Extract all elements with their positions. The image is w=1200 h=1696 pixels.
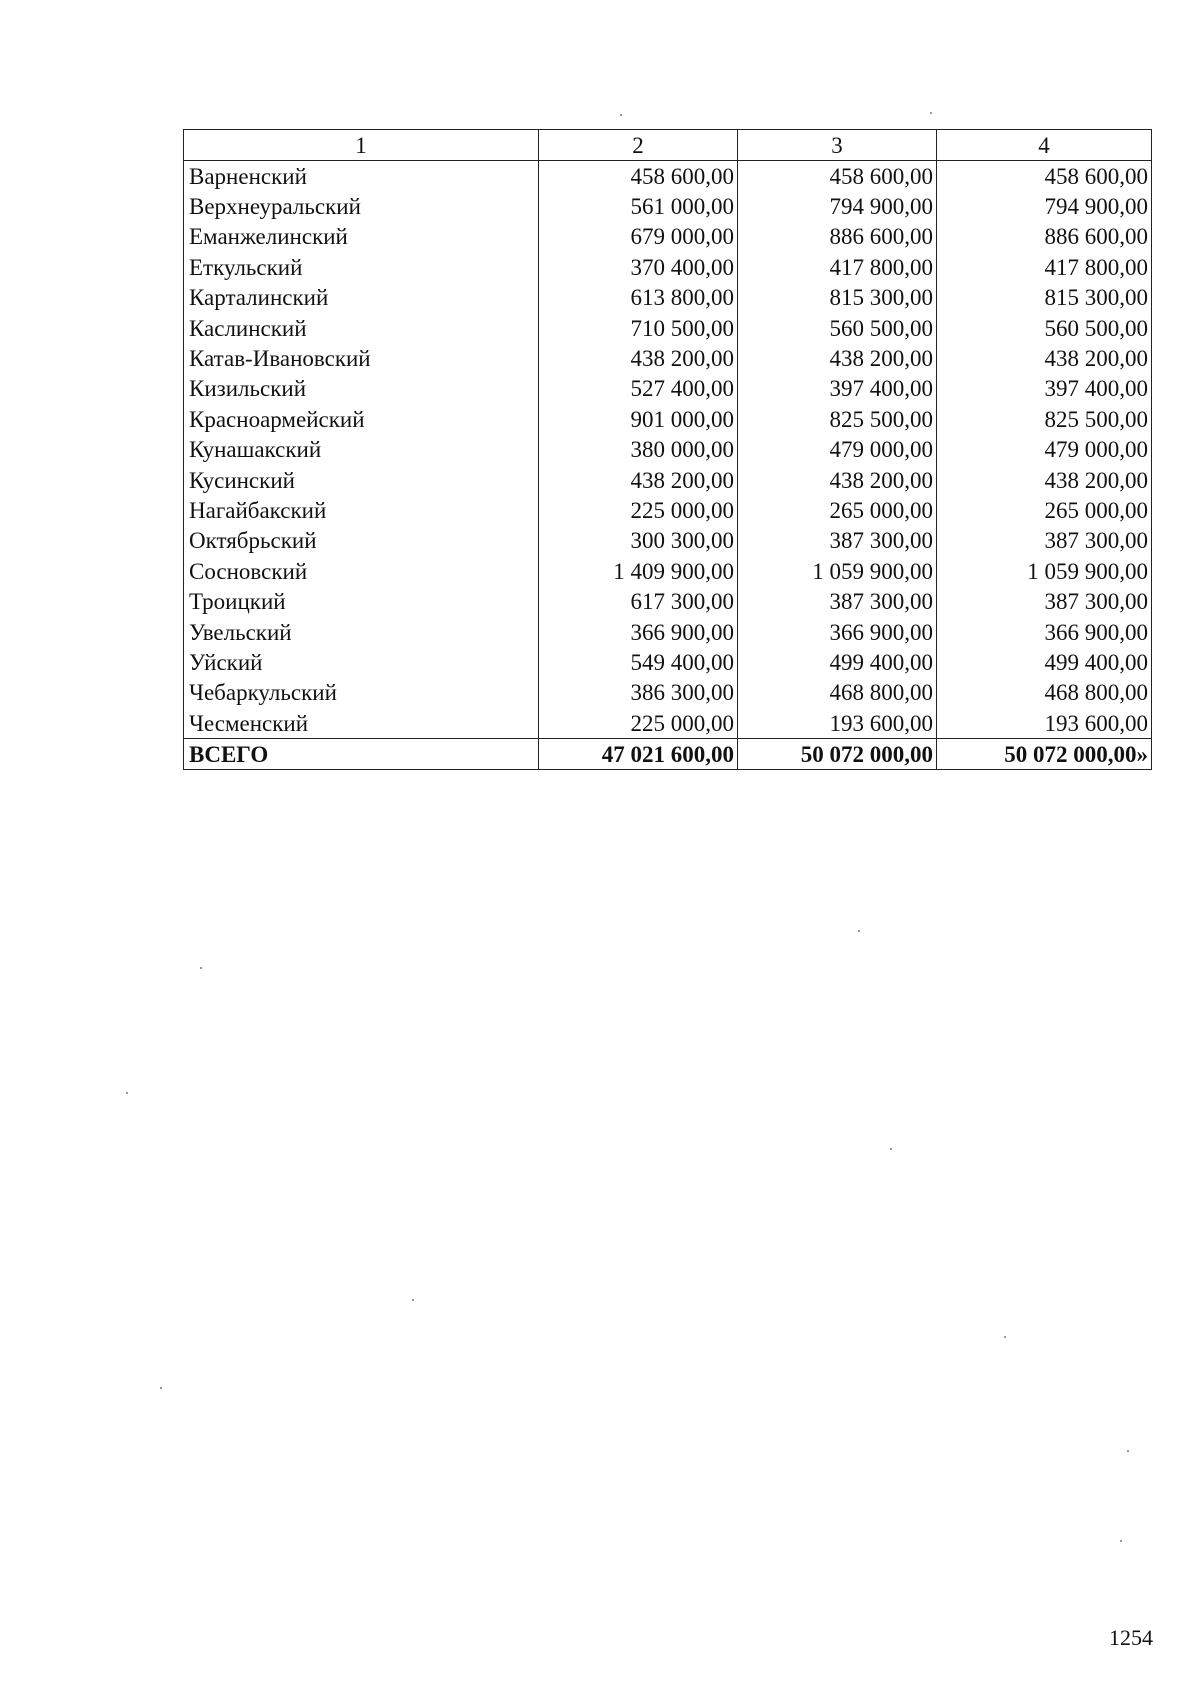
table-total-row — [184, 739, 1152, 770]
table-row — [184, 526, 1152, 556]
amount-cell: 265 000,00 — [738, 495, 937, 525]
table-row — [184, 374, 1152, 404]
district-name-cell: Троицкий — [184, 586, 539, 616]
amount-cell: 366 900,00 — [937, 617, 1152, 647]
amount-cell: 417 800,00 — [937, 252, 1152, 282]
amount-cell: 886 600,00 — [937, 222, 1152, 252]
amount-cell: 479 000,00 — [937, 435, 1152, 465]
amount-cell: 438 200,00 — [539, 465, 738, 495]
amount-cell: 549 400,00 — [539, 647, 738, 677]
column-header: 1 — [184, 130, 539, 161]
table-row — [184, 404, 1152, 434]
amount-cell: 901 000,00 — [539, 404, 738, 434]
amount-cell: 417 800,00 — [738, 252, 937, 282]
amount-cell: 438 200,00 — [937, 343, 1152, 373]
amount-cell: 458 600,00 — [738, 161, 937, 192]
table-row — [184, 191, 1152, 221]
district-name-cell: Каслинский — [184, 313, 539, 343]
column-header: 2 — [539, 130, 738, 161]
district-name-cell: Нагайбакский — [184, 495, 539, 525]
amount-cell: 560 500,00 — [937, 313, 1152, 343]
district-name-cell: Кизильский — [184, 374, 539, 404]
table-row — [184, 313, 1152, 343]
amount-cell: 458 600,00 — [539, 161, 738, 192]
district-name-cell: Верхнеуральский — [184, 191, 539, 221]
amount-cell: 225 000,00 — [539, 708, 738, 739]
amount-cell: 386 300,00 — [539, 678, 738, 708]
district-name-cell: Сосновский — [184, 556, 539, 586]
amount-cell: 468 800,00 — [738, 678, 937, 708]
table-row — [184, 222, 1152, 252]
scan-speck — [126, 1092, 128, 1094]
amount-cell: 613 800,00 — [539, 283, 738, 313]
district-name-cell: Еманжелинский — [184, 222, 539, 252]
table-row — [184, 586, 1152, 616]
table-row — [184, 283, 1152, 313]
scan-speck — [930, 112, 932, 114]
amount-cell: 387 300,00 — [738, 586, 937, 616]
page-number: 1254 — [1109, 1625, 1153, 1650]
amount-cell: 679 000,00 — [539, 222, 738, 252]
amount-cell: 380 000,00 — [539, 435, 738, 465]
amount-cell: 815 300,00 — [937, 283, 1152, 313]
amount-cell: 438 200,00 — [738, 465, 937, 495]
amount-cell: 193 600,00 — [937, 708, 1152, 739]
total-cell: 50 072 000,00 — [738, 739, 937, 770]
amount-cell: 710 500,00 — [539, 313, 738, 343]
district-name-cell: Кунашакский — [184, 435, 539, 465]
table-header-row — [184, 130, 1152, 161]
amount-cell: 193 600,00 — [738, 708, 937, 739]
scan-speck — [890, 1148, 892, 1150]
scan-speck — [620, 114, 622, 116]
table-row — [184, 617, 1152, 647]
amount-cell: 794 900,00 — [937, 191, 1152, 221]
amount-cell: 458 600,00 — [937, 161, 1152, 192]
table-row — [184, 252, 1152, 282]
amount-cell: 370 400,00 — [539, 252, 738, 282]
amount-cell: 617 300,00 — [539, 586, 738, 616]
scan-speck — [1127, 1450, 1129, 1452]
district-name-cell: Чесменский — [184, 708, 539, 739]
total-cell: 50 072 000,00» — [937, 739, 1152, 770]
amount-cell: 468 800,00 — [937, 678, 1152, 708]
district-name-cell: Чебаркульский — [184, 678, 539, 708]
amount-cell: 366 900,00 — [738, 617, 937, 647]
district-name-cell: Варненский — [184, 161, 539, 192]
table-row — [184, 556, 1152, 586]
allocation-table — [183, 129, 1152, 770]
table-row — [184, 161, 1152, 192]
total-cell: 47 021 600,00 — [539, 739, 738, 770]
scan-speck — [200, 967, 202, 969]
amount-cell: 561 000,00 — [539, 191, 738, 221]
amount-cell: 366 900,00 — [539, 617, 738, 647]
amount-cell: 499 400,00 — [937, 647, 1152, 677]
table-body — [184, 161, 1152, 739]
district-name-cell: Октябрьский — [184, 526, 539, 556]
amount-cell: 499 400,00 — [738, 647, 937, 677]
scan-speck — [412, 1299, 414, 1301]
total-label: ВСЕГО — [184, 739, 539, 770]
amount-cell: 825 500,00 — [738, 404, 937, 434]
amount-cell: 300 300,00 — [539, 526, 738, 556]
amount-cell: 438 200,00 — [539, 343, 738, 373]
amount-cell: 387 300,00 — [738, 526, 937, 556]
scan-speck — [1120, 1540, 1122, 1542]
amount-cell: 438 200,00 — [738, 343, 937, 373]
amount-cell: 1 409 900,00 — [539, 556, 738, 586]
amount-cell: 1 059 900,00 — [937, 556, 1152, 586]
amount-cell: 387 300,00 — [937, 586, 1152, 616]
table-row — [184, 435, 1152, 465]
district-name-cell: Увельский — [184, 617, 539, 647]
table-row — [184, 343, 1152, 373]
column-header: 4 — [937, 130, 1152, 161]
amount-cell: 794 900,00 — [738, 191, 937, 221]
amount-cell: 225 000,00 — [539, 495, 738, 525]
amount-cell: 397 400,00 — [937, 374, 1152, 404]
district-name-cell: Красноармейский — [184, 404, 539, 434]
table-row — [184, 708, 1152, 739]
table-row — [184, 465, 1152, 495]
district-name-cell: Катав-Ивановский — [184, 343, 539, 373]
amount-cell: 825 500,00 — [937, 404, 1152, 434]
amount-cell: 397 400,00 — [738, 374, 937, 404]
district-name-cell: Кусинский — [184, 465, 539, 495]
amount-cell: 560 500,00 — [738, 313, 937, 343]
column-header: 3 — [738, 130, 937, 161]
amount-cell: 438 200,00 — [937, 465, 1152, 495]
table-row — [184, 647, 1152, 677]
scan-speck — [858, 930, 860, 932]
table-row — [184, 678, 1152, 708]
amount-cell: 265 000,00 — [937, 495, 1152, 525]
district-name-cell: Карталинский — [184, 283, 539, 313]
table-row — [184, 495, 1152, 525]
amount-cell: 387 300,00 — [937, 526, 1152, 556]
scan-speck — [160, 1387, 162, 1389]
amount-cell: 886 600,00 — [738, 222, 937, 252]
amount-cell: 479 000,00 — [738, 435, 937, 465]
amount-cell: 527 400,00 — [539, 374, 738, 404]
scan-speck — [1004, 1336, 1006, 1338]
district-name-cell: Еткульский — [184, 252, 539, 282]
district-name-cell: Уйский — [184, 647, 539, 677]
amount-cell: 1 059 900,00 — [738, 556, 937, 586]
amount-cell: 815 300,00 — [738, 283, 937, 313]
